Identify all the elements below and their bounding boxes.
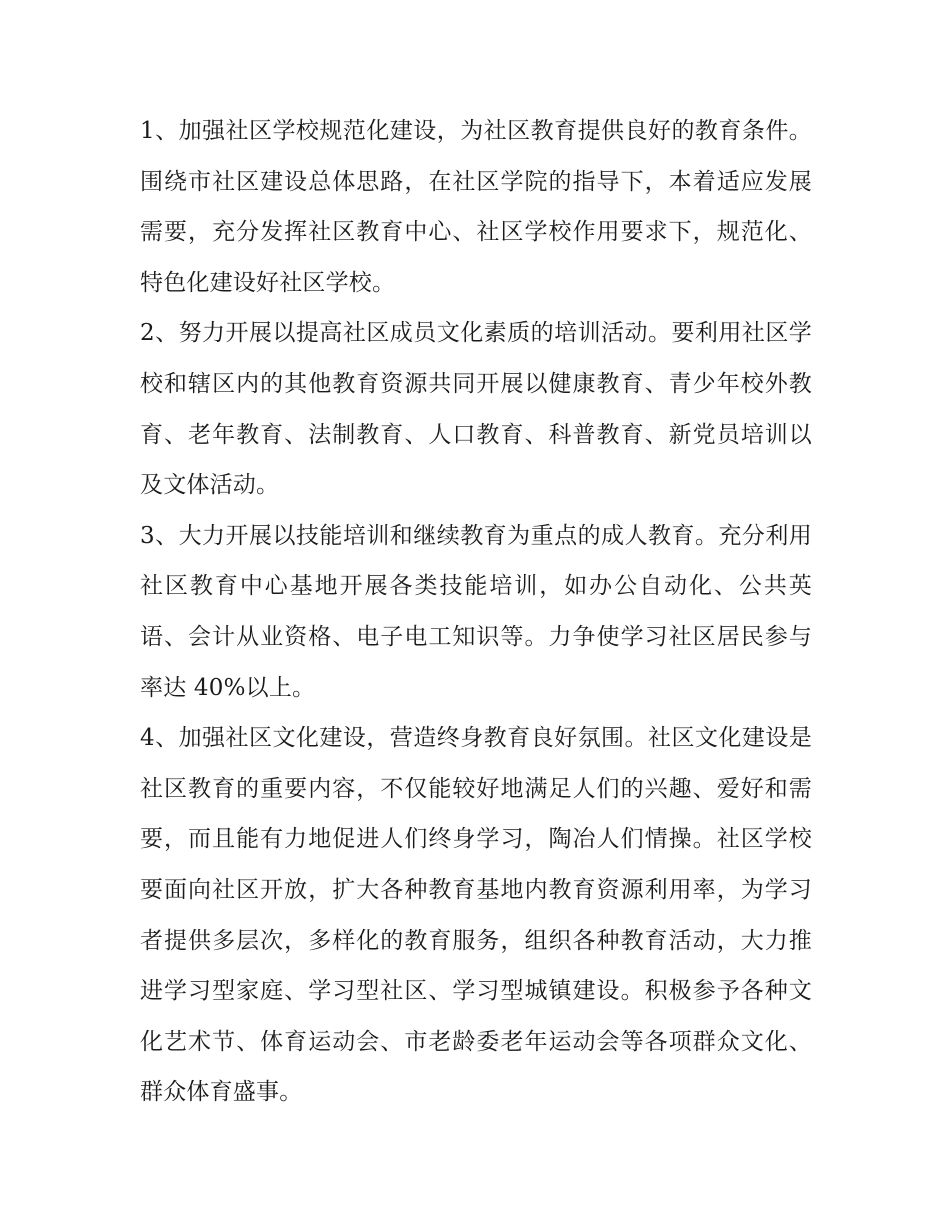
paragraph-1: 1、加强社区学校规范化建设，为社区教育提供良好的教育条件。围绕市社区建设总体思路，在社区学院的指导下，本着适应发展需要，充分发挥社区教育中心、社区学校作用要求下，规范化、特色化建设好社区学校。 [140,118,812,296]
document-body [140,106,812,1118]
paragraph-4: 4、加强社区文化建设，营造终身教育良好氛围。社区文化建设是社区教育的重要内容，不仅能较好地满足人们的兴趣、爱好和需要，而且能有力地促进人们终身学习，陶冶人们情操。社区学校要面向社区开放，扩大各种教育基地内教育资源利用率，为学习者提供多层次，多样化的教育服务，组织各种教育活动，大力推进学习型家庭、学习型社区、学习型城镇建设。积极参予各种文化艺术节、体育运动会、市老龄委老年运动会等各项群众文化、群众体育盛事。 [140,725,812,1106]
paragraph-3: 3、大力开展以技能培训和继续教育为重点的成人教育。充分利用社区教育中心基地开展各类技能培训，如办公自动化、公共英语、会计从业资格、电子电工知识等。力争使学习社区居民参与率达 40%以上。 [140,522,812,701]
paragraph-2: 2、努力开展以提高社区成员文化素质的培训活动。要利用社区学校和辖区内的其他教育资源共同开展以健康教育、青少年校外教育、老年教育、法制教育、人口教育、科普教育、新党员培训以及文体活动。 [140,320,812,499]
